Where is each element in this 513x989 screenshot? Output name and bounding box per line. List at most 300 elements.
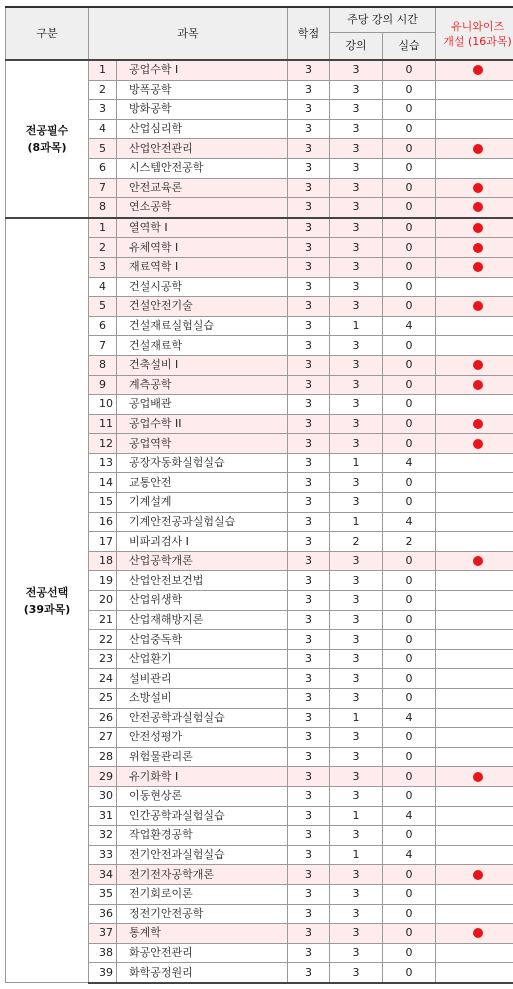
uniwise-cell: [436, 218, 513, 238]
course-credit: 3: [288, 786, 330, 806]
course-number: 29: [89, 767, 117, 787]
uniwise-cell: [436, 139, 513, 159]
uniwise-cell: [436, 845, 513, 865]
course-name: 유체역학 I: [117, 238, 288, 258]
course-number: 7: [89, 178, 117, 198]
section-title: 전공필수: [25, 123, 69, 137]
course-name: 산업환기: [117, 649, 288, 669]
course-number: 2: [89, 80, 117, 100]
course-credit: 3: [288, 434, 330, 454]
course-number: 8: [89, 355, 117, 375]
header-credit: 학점: [288, 7, 330, 60]
course-name: 산업재해방지론: [117, 610, 288, 630]
table-header: [6, 7, 513, 60]
practice-hours: 0: [383, 473, 436, 493]
uniwise-dot-icon: [473, 380, 483, 390]
lecture-hours: 3: [330, 198, 383, 218]
lecture-hours: 1: [330, 845, 383, 865]
course-number: 11: [89, 414, 117, 434]
practice-hours: 0: [383, 826, 436, 846]
course-credit: 3: [288, 336, 330, 356]
lecture-hours: 3: [330, 571, 383, 591]
lecture-hours: 3: [330, 924, 383, 944]
practice-hours: 0: [383, 218, 436, 238]
practice-hours: 0: [383, 277, 436, 297]
lecture-hours: 3: [330, 60, 383, 80]
course-credit: 3: [288, 218, 330, 238]
practice-hours: 0: [383, 100, 436, 120]
course-credit: 3: [288, 198, 330, 218]
lecture-hours: 3: [330, 238, 383, 258]
lecture-hours: 1: [330, 453, 383, 473]
course-name: 작업환경공학: [117, 826, 288, 846]
course-number: 15: [89, 493, 117, 513]
lecture-hours: 3: [330, 493, 383, 513]
practice-hours: 0: [383, 395, 436, 415]
practice-hours: 0: [383, 728, 436, 748]
uniwise-dot-icon: [473, 262, 483, 272]
course-number: 20: [89, 591, 117, 611]
practice-hours: 4: [383, 708, 436, 728]
uniwise-dot-icon: [473, 243, 483, 253]
lecture-hours: 3: [330, 591, 383, 611]
uniwise-dot-icon: [473, 439, 483, 449]
course-name: 정전기안전공학: [117, 904, 288, 924]
practice-hours: 0: [383, 669, 436, 689]
course-number: 35: [89, 884, 117, 904]
uniwise-cell: [436, 277, 513, 297]
section-subtitle: (39과목): [23, 602, 71, 616]
practice-hours: 2: [383, 532, 436, 552]
course-number: 31: [89, 806, 117, 826]
practice-hours: 0: [383, 551, 436, 571]
course-number: 8: [89, 198, 117, 218]
uniwise-cell: [436, 708, 513, 728]
lecture-hours: 3: [330, 728, 383, 748]
lecture-hours: 3: [330, 904, 383, 924]
course-name: 산업심리학: [117, 119, 288, 139]
course-credit: 3: [288, 119, 330, 139]
table-row: [6, 60, 513, 80]
practice-hours: 0: [383, 963, 436, 983]
uniwise-cell: [436, 963, 513, 983]
practice-hours: 0: [383, 297, 436, 317]
course-credit: 3: [288, 591, 330, 611]
course-number: 33: [89, 845, 117, 865]
uniwise-cell: [436, 493, 513, 513]
course-number: 6: [89, 158, 117, 178]
course-credit: 3: [288, 60, 330, 80]
practice-hours: 0: [383, 747, 436, 767]
uniwise-cell: [436, 158, 513, 178]
lecture-hours: 3: [330, 414, 383, 434]
uniwise-dot-icon: [473, 65, 483, 75]
practice-hours: 0: [383, 158, 436, 178]
course-name: 공업수학 II: [117, 414, 288, 434]
course-credit: 3: [288, 845, 330, 865]
course-number: 19: [89, 571, 117, 591]
uniwise-dot-icon: [473, 183, 483, 193]
header-uniwise: [436, 7, 513, 60]
lecture-hours: 3: [330, 610, 383, 630]
uniwise-cell: [436, 532, 513, 552]
uniwise-cell: [436, 198, 513, 218]
practice-hours: 0: [383, 375, 436, 395]
lecture-hours: 1: [330, 512, 383, 532]
course-credit: 3: [288, 551, 330, 571]
course-name: 재료역학 I: [117, 257, 288, 277]
course-number: 17: [89, 532, 117, 552]
uniwise-cell: [436, 943, 513, 963]
lecture-hours: 3: [330, 884, 383, 904]
uniwise-cell: [436, 767, 513, 787]
practice-hours: 4: [383, 453, 436, 473]
course-name: 화공안전관리: [117, 943, 288, 963]
lecture-hours: 3: [330, 826, 383, 846]
uniwise-cell: [436, 728, 513, 748]
course-name: 화학공정원리: [117, 963, 288, 983]
course-number: 3: [89, 257, 117, 277]
course-credit: 3: [288, 158, 330, 178]
lecture-hours: 3: [330, 80, 383, 100]
course-name: 연소공학: [117, 198, 288, 218]
practice-hours: 0: [383, 60, 436, 80]
course-name: 공장자동화실험실습: [117, 453, 288, 473]
course-name: 건축설비 I: [117, 355, 288, 375]
course-number: 24: [89, 669, 117, 689]
course-credit: 3: [288, 571, 330, 591]
lecture-hours: 3: [330, 943, 383, 963]
uniwise-dot-icon: [473, 360, 483, 370]
course-credit: 3: [288, 689, 330, 709]
lecture-hours: 3: [330, 551, 383, 571]
course-name: 공업배관: [117, 395, 288, 415]
course-credit: 3: [288, 669, 330, 689]
course-number: 9: [89, 375, 117, 395]
uniwise-dot-icon: [473, 556, 483, 566]
practice-hours: 4: [383, 806, 436, 826]
course-credit: 3: [288, 375, 330, 395]
course-credit: 3: [288, 100, 330, 120]
uniwise-cell: [436, 610, 513, 630]
uniwise-dot-icon: [473, 870, 483, 880]
course-number: 21: [89, 610, 117, 630]
uniwise-cell: [436, 238, 513, 258]
course-credit: 3: [288, 139, 330, 159]
uniwise-cell: [436, 786, 513, 806]
course-number: 38: [89, 943, 117, 963]
course-number: 16: [89, 512, 117, 532]
course-name: 기계안전공과실험실습: [117, 512, 288, 532]
course-number: 25: [89, 689, 117, 709]
course-name: 열역학 I: [117, 218, 288, 238]
course-number: 14: [89, 473, 117, 493]
lecture-hours: 3: [330, 297, 383, 317]
course-name: 건설시공학: [117, 277, 288, 297]
course-credit: 3: [288, 316, 330, 336]
practice-hours: 0: [383, 414, 436, 434]
uniwise-cell: [436, 119, 513, 139]
course-credit: 3: [288, 963, 330, 983]
practice-hours: 0: [383, 591, 436, 611]
course-name: 방화공학: [117, 100, 288, 120]
lecture-hours: 3: [330, 395, 383, 415]
practice-hours: 0: [383, 904, 436, 924]
lecture-hours: 3: [330, 473, 383, 493]
course-number: 37: [89, 924, 117, 944]
uniwise-cell: [436, 512, 513, 532]
uniwise-cell: [436, 375, 513, 395]
lecture-hours: 3: [330, 649, 383, 669]
uniwise-cell: [436, 904, 513, 924]
course-name: 통계학: [117, 924, 288, 944]
course-number: 13: [89, 453, 117, 473]
lecture-hours: 3: [330, 277, 383, 297]
uniwise-cell: [436, 924, 513, 944]
lecture-hours: 3: [330, 355, 383, 375]
uniwise-dot-icon: [473, 223, 483, 233]
uniwise-cell: [436, 689, 513, 709]
uniwise-cell: [436, 100, 513, 120]
course-name: 방폭공학: [117, 80, 288, 100]
uniwise-cell: [436, 865, 513, 885]
course-credit: 3: [288, 708, 330, 728]
course-credit: 3: [288, 649, 330, 669]
course-number: 4: [89, 119, 117, 139]
practice-hours: 0: [383, 178, 436, 198]
course-credit: 3: [288, 865, 330, 885]
practice-hours: 0: [383, 238, 436, 258]
lecture-hours: 1: [330, 708, 383, 728]
uniwise-dot-icon: [473, 419, 483, 429]
course-name: 산업안전관리: [117, 139, 288, 159]
course-credit: 3: [288, 80, 330, 100]
lecture-hours: 3: [330, 434, 383, 454]
practice-hours: 0: [383, 119, 436, 139]
course-credit: 3: [288, 630, 330, 650]
practice-hours: 4: [383, 845, 436, 865]
lecture-hours: 3: [330, 786, 383, 806]
course-number: 5: [89, 297, 117, 317]
course-name: 산업위생학: [117, 591, 288, 611]
course-number: 5: [89, 139, 117, 159]
course-number: 22: [89, 630, 117, 650]
practice-hours: 0: [383, 884, 436, 904]
course-credit: 3: [288, 610, 330, 630]
course-number: 1: [89, 60, 117, 80]
uniwise-dot-icon: [473, 772, 483, 782]
practice-hours: 4: [383, 316, 436, 336]
course-credit: 3: [288, 297, 330, 317]
uniwise-cell: [436, 316, 513, 336]
course-number: 32: [89, 826, 117, 846]
course-name: 비파괴검사 I: [117, 532, 288, 552]
lecture-hours: 3: [330, 336, 383, 356]
course-credit: 3: [288, 747, 330, 767]
course-credit: 3: [288, 943, 330, 963]
course-number: 26: [89, 708, 117, 728]
course-name: 산업중독학: [117, 630, 288, 650]
course-number: 27: [89, 728, 117, 748]
course-name: 이동현상론: [117, 786, 288, 806]
course-name: 산업안전보건법: [117, 571, 288, 591]
course-number: 4: [89, 277, 117, 297]
uniwise-cell: [436, 414, 513, 434]
course-name: 산업공학개론: [117, 551, 288, 571]
course-credit: 3: [288, 178, 330, 198]
uniwise-cell: [436, 473, 513, 493]
uniwise-cell: [436, 355, 513, 375]
course-credit: 3: [288, 493, 330, 513]
uniwise-cell: [436, 747, 513, 767]
course-name: 안전성평가: [117, 728, 288, 748]
practice-hours: 0: [383, 767, 436, 787]
course-credit: 3: [288, 257, 330, 277]
course-number: 23: [89, 649, 117, 669]
course-number: 3: [89, 100, 117, 120]
course-name: 건설재료학: [117, 336, 288, 356]
uniwise-cell: [436, 884, 513, 904]
uniwise-cell: [436, 257, 513, 277]
curriculum-table-container: [5, 6, 513, 984]
course-credit: 3: [288, 728, 330, 748]
practice-hours: 0: [383, 865, 436, 885]
lecture-hours: 3: [330, 669, 383, 689]
course-name: 계측공학: [117, 375, 288, 395]
practice-hours: 0: [383, 493, 436, 513]
practice-hours: 0: [383, 943, 436, 963]
lecture-hours: 3: [330, 865, 383, 885]
course-number: 6: [89, 316, 117, 336]
lecture-hours: 3: [330, 630, 383, 650]
course-name: 건설안전기술: [117, 297, 288, 317]
section-subtitle: (8과목): [27, 140, 67, 154]
practice-hours: 0: [383, 355, 436, 375]
header-weekly-hours: 주당 강의 시간: [330, 7, 436, 33]
lecture-hours: 3: [330, 139, 383, 159]
course-name: 소방설비: [117, 689, 288, 709]
uniwise-cell: [436, 826, 513, 846]
practice-hours: 0: [383, 571, 436, 591]
course-credit: 3: [288, 826, 330, 846]
practice-hours: 0: [383, 80, 436, 100]
course-credit: 3: [288, 414, 330, 434]
practice-hours: 0: [383, 610, 436, 630]
uniwise-cell: [436, 630, 513, 650]
uniwise-cell: [436, 571, 513, 591]
course-credit: 3: [288, 767, 330, 787]
uniwise-cell: [436, 336, 513, 356]
course-number: 18: [89, 551, 117, 571]
course-credit: 3: [288, 806, 330, 826]
header-course: 과목: [89, 7, 288, 60]
table-body: [6, 60, 513, 983]
practice-hours: 0: [383, 649, 436, 669]
uniwise-cell: [436, 297, 513, 317]
course-number: 28: [89, 747, 117, 767]
course-name: 안전교육론: [117, 178, 288, 198]
course-number: 30: [89, 786, 117, 806]
lecture-hours: 3: [330, 100, 383, 120]
section-label: [6, 218, 89, 983]
course-credit: 3: [288, 238, 330, 258]
uniwise-cell: [436, 60, 513, 80]
course-number: 34: [89, 865, 117, 885]
practice-hours: 0: [383, 689, 436, 709]
course-name: 전기전자공학개론: [117, 865, 288, 885]
course-name: 전기회로이론: [117, 884, 288, 904]
uniwise-cell: [436, 806, 513, 826]
lecture-hours: 3: [330, 158, 383, 178]
practice-hours: 0: [383, 434, 436, 454]
course-number: 7: [89, 336, 117, 356]
uniwise-cell: [436, 434, 513, 454]
course-credit: 3: [288, 884, 330, 904]
practice-hours: 0: [383, 630, 436, 650]
course-number: 36: [89, 904, 117, 924]
uniwise-cell: [436, 178, 513, 198]
lecture-hours: 3: [330, 747, 383, 767]
course-name: 건설재료실험실습: [117, 316, 288, 336]
practice-hours: 0: [383, 198, 436, 218]
lecture-hours: 1: [330, 316, 383, 336]
practice-hours: 0: [383, 257, 436, 277]
course-number: 12: [89, 434, 117, 454]
lecture-hours: 3: [330, 119, 383, 139]
course-credit: 3: [288, 277, 330, 297]
course-name: 전기안전과실험실습: [117, 845, 288, 865]
course-number: 10: [89, 395, 117, 415]
course-name: 시스템안전공학: [117, 158, 288, 178]
course-credit: 3: [288, 924, 330, 944]
uniwise-cell: [436, 649, 513, 669]
uniwise-cell: [436, 80, 513, 100]
uniwise-cell: [436, 395, 513, 415]
lecture-hours: 2: [330, 532, 383, 552]
uniwise-cell: [436, 669, 513, 689]
uniwise-cell: [436, 551, 513, 571]
practice-hours: 4: [383, 512, 436, 532]
lecture-hours: 3: [330, 257, 383, 277]
course-credit: 3: [288, 512, 330, 532]
course-credit: 3: [288, 473, 330, 493]
course-credit: 3: [288, 532, 330, 552]
practice-hours: 0: [383, 336, 436, 356]
uniwise-dot-icon: [473, 202, 483, 212]
course-name: 유기화학 I: [117, 767, 288, 787]
header-lecture: 강의: [330, 33, 383, 61]
table-row: [6, 218, 513, 238]
uniwise-cell: [436, 591, 513, 611]
lecture-hours: 1: [330, 806, 383, 826]
header-practice: 실습: [383, 33, 436, 61]
section-label: [6, 60, 89, 218]
course-name: 공업역학: [117, 434, 288, 454]
course-name: 기계설계: [117, 493, 288, 513]
course-credit: 3: [288, 395, 330, 415]
course-name: 안전공학과실험실습: [117, 708, 288, 728]
header-uniwise-line2: 개설 (16과목): [443, 34, 512, 48]
lecture-hours: 3: [330, 689, 383, 709]
uniwise-dot-icon: [473, 301, 483, 311]
lecture-hours: 3: [330, 178, 383, 198]
lecture-hours: 3: [330, 767, 383, 787]
practice-hours: 0: [383, 924, 436, 944]
course-name: 위험물관리론: [117, 747, 288, 767]
course-name: 설비관리: [117, 669, 288, 689]
course-number: 1: [89, 218, 117, 238]
course-name: 인간공학과실험실습: [117, 806, 288, 826]
